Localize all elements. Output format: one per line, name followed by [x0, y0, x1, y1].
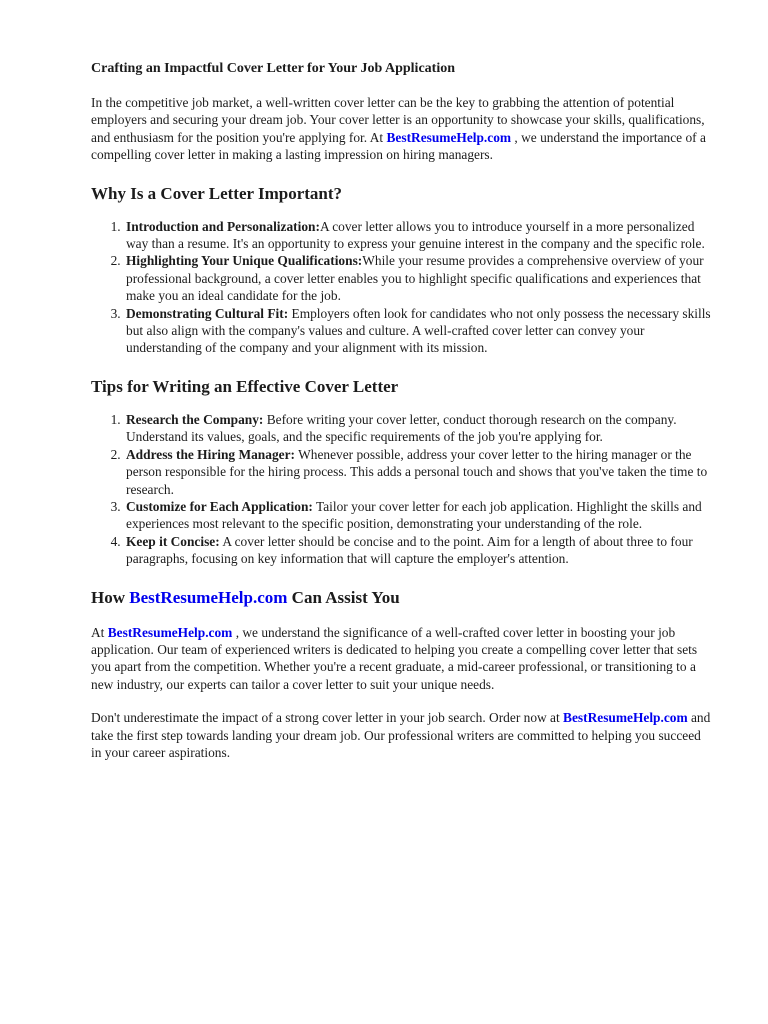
document-title: Crafting an Impactful Cover Letter for Your Job Application [91, 61, 455, 76]
intro-paragraph [91, 94, 711, 164]
tips-list [91, 411, 711, 568]
intro-text-post: , we understand the importance of a compelling cover letter in making a lasting impression on hiring managers. [91, 129, 706, 163]
importance-list [91, 218, 711, 357]
section-heading-how-assist [91, 587, 711, 608]
list-item [124, 218, 711, 253]
list-item-lead: Research the Company: [126, 411, 264, 427]
list-item-lead: Introduction and Personalization: [126, 218, 320, 234]
list-item-text: A cover letter allows you to introduce yourself in a more personalized way than a resume. It's an opportunity to express your genuine interest in the company and the specific role. [126, 218, 705, 252]
list-item-text: Tailor your cover letter for each job application. Highlight the skills and experiences most relevant to the specific position, demonstrating your understanding of the role. [126, 498, 702, 532]
list-item [124, 533, 711, 568]
assist-text-pre: At [91, 624, 108, 640]
bestresumehelp-link[interactable]: BestResumeHelp.com [129, 587, 288, 607]
list-item-text: A cover letter should be concise and to the point. Aim for a length of about three to four paragraphs, focusing on key information that will capture the employer's attention. [126, 533, 693, 567]
list-item-lead: Customize for Each Application: [126, 498, 313, 514]
heading-text-post: Can Assist You [287, 587, 400, 607]
list-item-text: Before writing your cover letter, conduct thorough research on the company. Understand its values, goals, and the specific requirements of the job you're applying for. [126, 411, 677, 445]
bestresumehelp-link[interactable]: BestResumeHelp.com [107, 624, 233, 640]
heading-text-pre: How [91, 587, 130, 607]
closing-text-post: and take the first step towards landing your dream job. Our professional writers are committed to helping you succeed in your career aspirations. [91, 710, 711, 760]
list-item-text: Employers often look for candidates who not only possess the necessary skills but also align with the company's values and culture. A well-crafted cover letter can convey your understanding of the company and your alignment with its mission. [126, 305, 711, 356]
list-item [124, 305, 711, 357]
bestresumehelp-link[interactable]: BestResumeHelp.com [386, 129, 512, 145]
list-item-lead: Highlighting Your Unique Qualifications: [126, 253, 363, 269]
section-heading-tips: Tips for Writing an Effective Cover Letter [91, 376, 399, 396]
list-item-lead: Keep it Concise: [126, 533, 220, 549]
bestresumehelp-link[interactable]: BestResumeHelp.com [563, 710, 688, 726]
list-item [124, 446, 711, 498]
closing-paragraph [91, 709, 711, 761]
list-item [124, 252, 711, 304]
closing-text-pre: Don't underestimate the impact of a strong cover letter in your job search. Order now at [91, 710, 564, 726]
list-item [124, 498, 711, 533]
assist-text-post: , we understand the significance of a well-crafted cover letter in boosting your job application. Our team of experienced writers is dedicated to helping you create a compelling cover letter that sets you apart from the competition. Whether you're a recent graduate, a mid-career professional, or transitioning to a new industry, our experts can tailor a cover letter to suit your unique needs. [91, 624, 698, 692]
intro-text-pre: In the competitive job market, a well-written cover letter can be the key to grabbing the attention of potential employers and securing your dream job. Your cover letter is an opportunity to showcase your skills, qualifications, and enthusiasm for the position you're applying for. At [91, 95, 705, 145]
list-item-text: Whenever possible, address your cover letter to the hiring manager or the person responsible for the hiring process. This adds a personal touch and shows that you've taken the time to research. [126, 446, 708, 497]
list-item-lead: Address the Hiring Manager: [126, 446, 295, 462]
list-item [124, 411, 711, 446]
section-heading-why-important: Why Is a Cover Letter Important? [91, 183, 343, 203]
list-item-text: While your resume provides a comprehensive overview of your professional background, a cover letter enables you to highlight specific qualifications and experiences that make you an ideal candidate for the job. [126, 253, 704, 304]
assist-paragraph [91, 624, 711, 694]
list-item-lead: Demonstrating Cultural Fit: [126, 305, 289, 321]
